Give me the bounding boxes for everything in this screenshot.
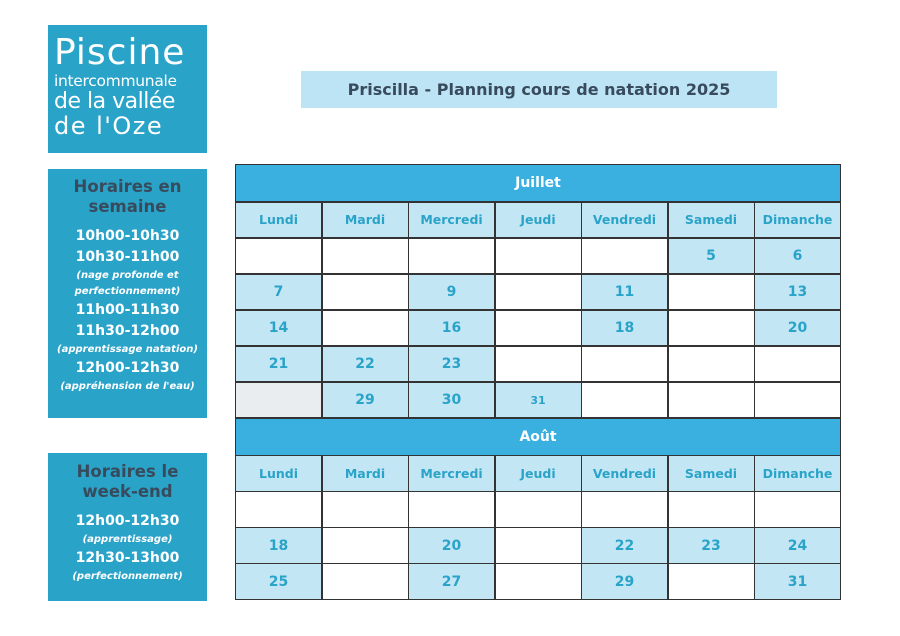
slot-time: 12h30-13h00 xyxy=(75,550,180,566)
calendar-day-cell xyxy=(496,528,581,563)
calendar-day-cell xyxy=(496,311,581,346)
calendar-day-cell: 9 xyxy=(409,275,494,310)
calendar-day-cell xyxy=(409,239,494,274)
calendar-day-cell xyxy=(755,347,840,382)
calendar-day-cell: 23 xyxy=(669,528,754,563)
day-header: Mardi xyxy=(323,203,408,238)
slot-time: 11h00-11h30 xyxy=(75,302,180,318)
slot-time: 12h00-12h30 xyxy=(75,360,180,376)
logo-line-2: intercommunale xyxy=(54,72,177,90)
calendar-day-cell xyxy=(582,239,667,274)
day-header: Lundi xyxy=(236,203,321,238)
slot-note: (apprentissage) xyxy=(82,534,173,545)
calendar-day-cell xyxy=(582,347,667,382)
calendar-day-cell: 27 xyxy=(409,564,494,599)
calendar-day-cell xyxy=(323,275,408,310)
day-header: Mardi xyxy=(323,456,408,491)
slot-time: 10h00-10h30 xyxy=(75,228,180,244)
day-header: Lundi xyxy=(236,456,321,491)
calendar-day-cell xyxy=(323,492,408,527)
calendar-day-cell xyxy=(496,564,581,599)
calendar-day-cell xyxy=(236,239,321,274)
calendar-day-cell xyxy=(323,564,408,599)
calendar-day-cell: 16 xyxy=(409,311,494,346)
day-header: Mercredi xyxy=(409,456,494,491)
calendar-day-cell xyxy=(236,383,321,418)
slot-note: (perfectionnement) xyxy=(72,571,183,582)
calendar-day-cell: 11 xyxy=(582,275,667,310)
calendar-day-cell: 30 xyxy=(409,383,494,418)
day-header: Jeudi xyxy=(496,203,581,238)
calendar-grid xyxy=(235,164,841,600)
day-header: Samedi xyxy=(669,456,754,491)
calendar-day-cell xyxy=(409,492,494,527)
day-header: Dimanche xyxy=(755,456,840,491)
calendar-day-cell: 22 xyxy=(582,528,667,563)
calendar-day-cell xyxy=(236,492,321,527)
calendar-day-cell xyxy=(323,528,408,563)
day-header: Vendredi xyxy=(582,203,667,238)
slot-note: (appréhension de l'eau) xyxy=(60,381,195,392)
calendar-day-cell: 21 xyxy=(236,347,321,382)
calendar-day-cell: 23 xyxy=(409,347,494,382)
calendar-day-cell: 31 xyxy=(496,383,581,418)
calendar-day-cell xyxy=(582,492,667,527)
page-title: Priscilla - Planning cours de natation 2025 xyxy=(301,71,777,108)
day-header: Samedi xyxy=(669,203,754,238)
calendar-day-cell xyxy=(496,239,581,274)
month-header: Août xyxy=(236,419,840,455)
calendar-day-cell: 5 xyxy=(669,239,754,274)
calendar-day-cell xyxy=(323,239,408,274)
slot-time: 12h00-12h30 xyxy=(75,513,180,529)
day-header: Mercredi xyxy=(409,203,494,238)
calendar-day-cell: 7 xyxy=(236,275,321,310)
calendar-day-cell: 29 xyxy=(323,383,408,418)
logo-line-4: de l'Oze xyxy=(54,111,164,140)
calendar-day-cell xyxy=(582,383,667,418)
calendar-day-cell xyxy=(496,492,581,527)
logo xyxy=(48,25,207,153)
calendar-day-cell: 20 xyxy=(755,311,840,346)
calendar-day-cell xyxy=(755,383,840,418)
calendar-day-cell: 25 xyxy=(236,564,321,599)
day-header: Jeudi xyxy=(496,456,581,491)
calendar-day-cell xyxy=(669,311,754,346)
day-header: Vendredi xyxy=(582,456,667,491)
logo-line-3: de la vallée xyxy=(54,88,175,114)
calendar-day-cell: 20 xyxy=(409,528,494,563)
logo-line-1: Piscine xyxy=(54,32,186,73)
calendar-day-cell xyxy=(669,564,754,599)
slot-time: 10h30-11h00 xyxy=(75,249,180,265)
calendar-day-cell xyxy=(755,492,840,527)
slot-note: (nage profonde et perfectionnement) xyxy=(74,270,181,297)
calendar-day-cell xyxy=(669,347,754,382)
calendar-day-cell xyxy=(669,383,754,418)
calendar-day-cell xyxy=(496,347,581,382)
calendar-day-cell xyxy=(669,492,754,527)
weekday-hours-title: Horaires en semaine xyxy=(73,177,182,216)
calendar-day-cell: 13 xyxy=(755,275,840,310)
month-header: Juillet xyxy=(236,165,840,201)
calendar-day-cell: 14 xyxy=(236,311,321,346)
calendar-day-cell: 18 xyxy=(236,528,321,563)
weekday-hours-panel xyxy=(48,169,207,418)
calendar-day-cell xyxy=(669,275,754,310)
calendar-day-cell: 24 xyxy=(755,528,840,563)
weekend-hours-title: Horaires le week-end xyxy=(76,462,179,501)
calendar-day-cell: 31 xyxy=(755,564,840,599)
day-header: Dimanche xyxy=(755,203,840,238)
slot-time: 11h30-12h00 xyxy=(75,323,180,339)
calendar-day-cell xyxy=(496,275,581,310)
calendar-day-cell: 22 xyxy=(323,347,408,382)
weekend-hours-panel xyxy=(48,453,207,601)
calendar-day-cell xyxy=(323,311,408,346)
calendar-day-cell: 6 xyxy=(755,239,840,274)
slot-note: (apprentissage natation) xyxy=(57,344,198,355)
calendar-day-cell: 18 xyxy=(582,311,667,346)
calendar-day-cell: 29 xyxy=(582,564,667,599)
